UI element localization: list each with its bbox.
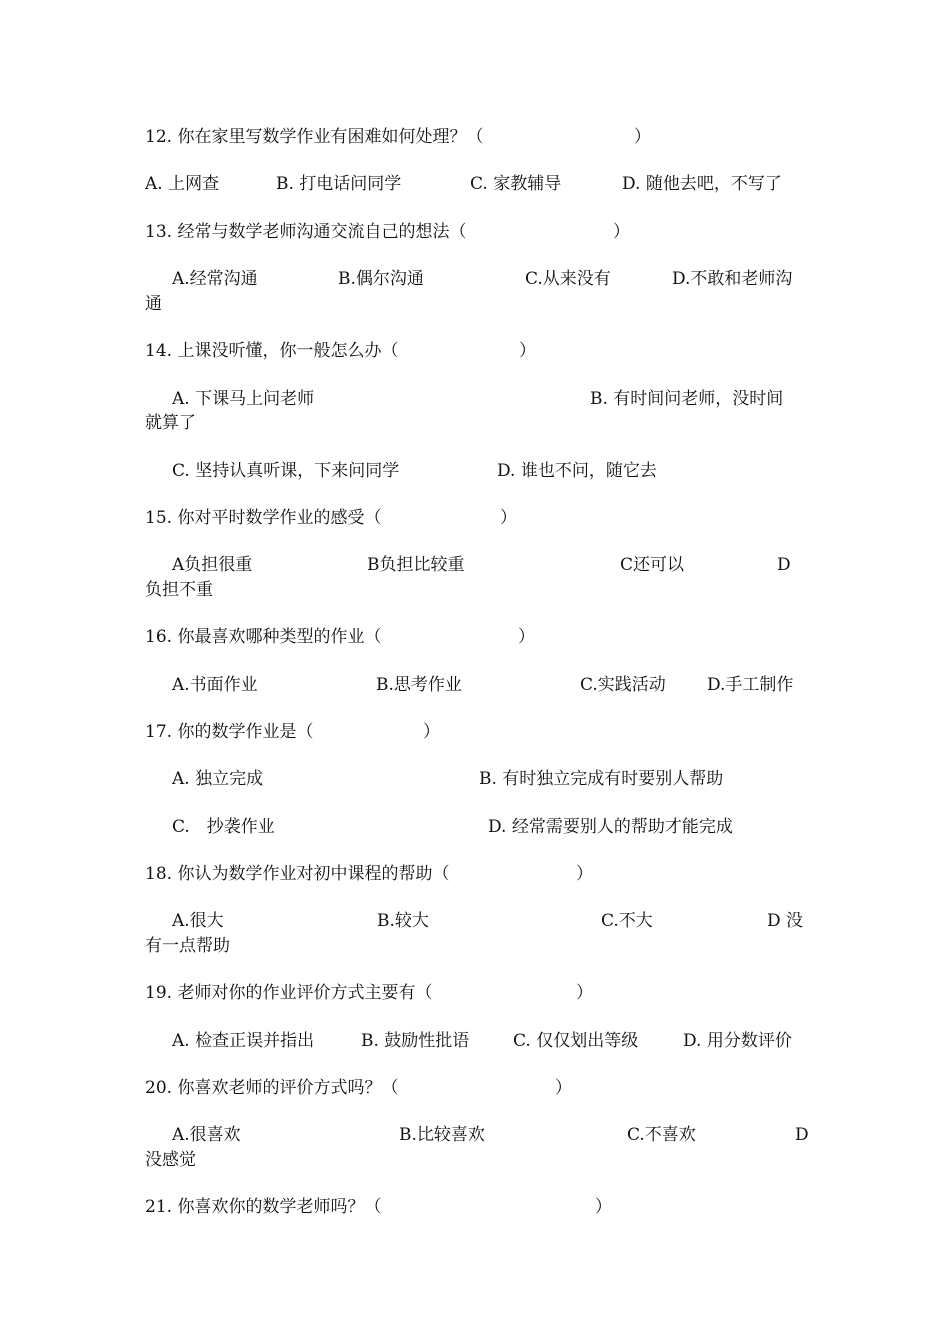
question-17-stem: 17. 你的数学作业是（ [145, 722, 314, 742]
question-19-close-paren: ） [576, 983, 593, 1003]
question-18-close-paren: ） [576, 864, 593, 884]
question-14-option-c: C. 坚持认真听课，下来问同学 [172, 461, 400, 481]
question-20-option-b: B.比较喜欢 [399, 1125, 485, 1145]
question-18-stem: 18. 你认为数学作业对初中课程的帮助（ [145, 864, 450, 884]
question-18-option-a: A.很大 [172, 911, 224, 931]
question-20-wrap: 没感觉 [145, 1150, 196, 1170]
question-15-option-a: A负担很重 [172, 555, 253, 575]
question-14-stem: 14. 上课没听懂，你一般怎么办（ [145, 341, 399, 361]
question-13-option-c: C.从来没有 [525, 269, 611, 289]
question-19-option-c: C. 仅仅划出等级 [513, 1031, 639, 1051]
question-21-close-paren: ） [595, 1197, 612, 1217]
question-13-close-paren: ） [613, 222, 630, 242]
question-14-close-paren: ） [519, 341, 536, 361]
question-19-option-a: A. 检查正误并指出 [172, 1031, 315, 1051]
question-15-option-b: B负担比较重 [367, 555, 465, 575]
question-14-option-b: B. 有时间问老师，没时间 [590, 389, 784, 409]
question-18-option-c: C.不大 [601, 911, 653, 931]
question-16-stem: 16. 你最喜欢哪种类型的作业（ [145, 627, 382, 647]
question-14-wrap: 就算了 [145, 413, 196, 433]
question-12-stem: 12. 你在家里写数学作业有困难如何处理？（ [145, 127, 484, 147]
question-19-stem: 19. 老师对你的作业评价方式主要有（ [145, 983, 433, 1003]
question-12-option-d: D. 随他去吧，不写了 [622, 174, 782, 194]
question-14-option-d: D. 谁也不问，随它去 [497, 461, 657, 481]
question-15-option-c: C还可以 [620, 555, 685, 575]
question-20-close-paren: ） [555, 1078, 572, 1098]
question-15-close-paren: ） [500, 508, 517, 528]
question-20-option-c: C.不喜欢 [627, 1125, 696, 1145]
question-13-option-b: B.偶尔沟通 [338, 269, 424, 289]
question-17-option-a: A. 独立完成 [172, 769, 264, 789]
question-19-option-d: D. 用分数评价 [683, 1031, 792, 1051]
question-19-option-b: B. 鼓励性批语 [361, 1031, 470, 1051]
question-13-option-d: D.不敢和老师沟 [672, 269, 793, 289]
question-18-wrap: 有一点帮助 [145, 936, 230, 956]
question-16-option-d: D.手工制作 [707, 675, 794, 695]
question-12-option-a: A. 上网查 [145, 174, 220, 194]
question-16-option-b: B.思考作业 [376, 675, 462, 695]
question-15-wrap: 负担不重 [145, 580, 213, 600]
question-15-option-d: D [777, 555, 791, 575]
question-16-close-paren: ） [518, 627, 535, 647]
question-18-option-b: B.较大 [377, 911, 429, 931]
question-20-option-a: A.很喜欢 [172, 1125, 241, 1145]
question-17-option-b: B. 有时独立完成有时要别人帮助 [479, 769, 724, 789]
question-17-option-d: D. 经常需要别人的帮助才能完成 [488, 817, 733, 837]
question-14-option-a: A. 下课马上问老师 [172, 389, 315, 409]
question-20-stem: 20. 你喜欢老师的评价方式吗？（ [145, 1078, 399, 1098]
question-21-stem: 21. 你喜欢你的数学老师吗？（ [145, 1197, 382, 1217]
question-13-wrap: 通 [145, 294, 162, 314]
question-15-stem: 15. 你对平时数学作业的感受（ [145, 508, 382, 528]
question-17-close-paren: ） [423, 722, 440, 742]
question-16-option-a: A.书面作业 [172, 675, 258, 695]
question-16-option-c: C.实践活动 [580, 675, 666, 695]
question-12-close-paren: ） [634, 127, 651, 147]
question-13-option-a: A.经常沟通 [172, 269, 258, 289]
question-20-option-d: D [795, 1125, 809, 1145]
question-12-option-b: B. 打电话问同学 [276, 174, 402, 194]
question-18-option-d: D 没 [767, 911, 804, 931]
question-13-stem: 13. 经常与数学老师沟通交流自己的想法（ [145, 222, 467, 242]
question-12-option-c: C. 家教辅导 [470, 174, 562, 194]
question-17-option-c: C. 抄袭作业 [172, 817, 275, 837]
